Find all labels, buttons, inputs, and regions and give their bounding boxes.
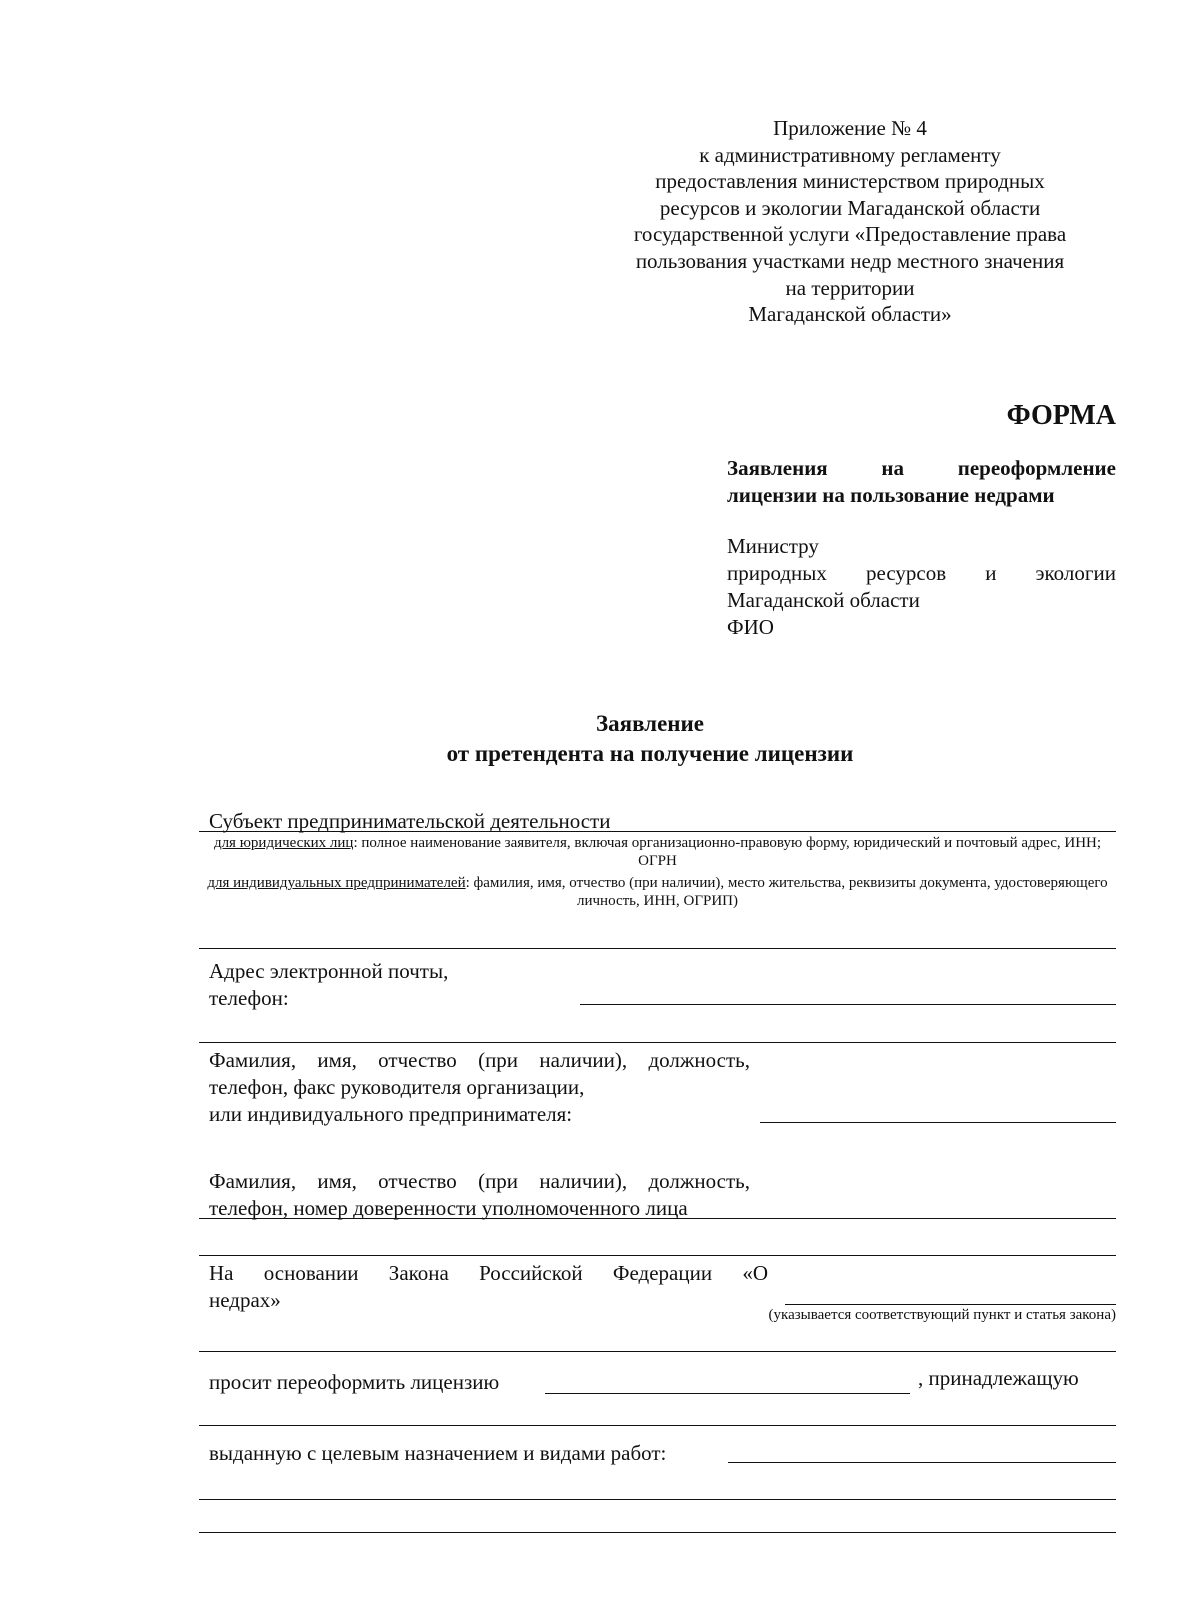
representative-input-line-2[interactable]: [199, 1255, 1116, 1256]
representative-label-word: должность,: [648, 1169, 750, 1193]
addressee-line: ФИО: [727, 615, 774, 639]
head-label-word: отчество: [378, 1048, 457, 1072]
subject-hint-individual: [199, 874, 1116, 910]
addressee-word: экологии: [1035, 561, 1116, 585]
subject-hint-legal: [199, 834, 1116, 870]
basis-label-word: Федерации: [612, 1261, 713, 1285]
appendix-header: [600, 115, 1100, 328]
addressee-word: природных: [727, 561, 827, 585]
license-number-input-line[interactable]: [545, 1393, 910, 1394]
addressee-block: [727, 533, 1116, 641]
representative-label-word: (при: [478, 1169, 519, 1193]
representative-label-word: отчество: [378, 1169, 457, 1193]
basis-label-word: «О: [742, 1261, 768, 1285]
head-input-line[interactable]: [760, 1122, 1116, 1123]
representative-input-line[interactable]: [199, 1218, 1116, 1219]
representative-label-line-2: телефон, номер доверенности уполномоченного лица: [209, 1196, 688, 1220]
head-label-word: наличии),: [539, 1048, 628, 1072]
reissue-suffix: , принадлежащую: [918, 1366, 1079, 1390]
head-label-word: Фамилия,: [209, 1048, 297, 1072]
head-label-line-2: телефон, факс руководителя организации,: [209, 1075, 585, 1099]
subject-hint-individual-label: для индивидуальных предпринимателей: [207, 875, 466, 891]
basis-input-line-2[interactable]: [199, 1351, 1116, 1352]
contacts-input-line[interactable]: [580, 1004, 1116, 1005]
addressee-line: Министру: [727, 534, 819, 558]
subject-input-line-2[interactable]: [199, 948, 1116, 949]
form-subtitle-word: переоформление: [957, 456, 1116, 480]
document-title-line: от претендента на получение лицензии: [446, 741, 854, 766]
appendix-line: ресурсов и экологии Магаданской области: [659, 195, 1041, 220]
basis-label-word: Закона: [388, 1261, 449, 1285]
form-subtitle-line-2: лицензии на пользование недрами: [727, 483, 1055, 507]
subject-input-line[interactable]: [199, 831, 1116, 832]
subject-hint-legal-text: : полное наименование заявителя, включая организационно-правовую форму, юридический и почтовый адрес, ИНН; ОГРН: [353, 835, 1102, 869]
addressee-line-justified: [727, 560, 1116, 587]
reissue-input-line-2[interactable]: [199, 1425, 1116, 1426]
appendix-line: Магаданской области»: [748, 302, 952, 327]
head-label-word: должность,: [648, 1048, 750, 1072]
form-title: ФОРМА: [1006, 400, 1116, 431]
head-label-word: имя,: [317, 1048, 357, 1072]
addressee-line: Магаданской области: [727, 588, 920, 612]
appendix-line: к административному регламенту: [699, 142, 1001, 167]
purpose-input-line-3[interactable]: [199, 1532, 1116, 1533]
basis-hint: (указывается соответствующий пункт и статья закона): [768, 1307, 1116, 1323]
appendix-line: на территории: [785, 275, 915, 300]
contacts-label-line-2: телефон:: [209, 986, 289, 1010]
basis-label-line-2: недрах»: [209, 1288, 281, 1312]
form-subtitle: [727, 455, 1116, 509]
addressee-word: ресурсов: [865, 561, 947, 585]
contacts-input-line-2[interactable]: [199, 1042, 1116, 1043]
reissue-label: просит переоформить лицензию: [209, 1370, 500, 1394]
representative-label-word: имя,: [317, 1169, 357, 1193]
purpose-label: выданную с целевым назначением и видами работ:: [209, 1441, 667, 1465]
appendix-line: предоставления министерством природных: [655, 169, 1045, 194]
head-label-line-3: или индивидуального предпринимателя:: [209, 1102, 573, 1126]
representative-label-word: Фамилия,: [209, 1169, 297, 1193]
basis-label-line-1: [209, 1260, 768, 1287]
purpose-input-line[interactable]: [728, 1462, 1116, 1463]
basis-label-word: На: [209, 1261, 234, 1285]
representative-label-word: наличии),: [539, 1169, 628, 1193]
subject-label: Субъект предпринимательской деятельности: [209, 809, 611, 833]
subject-hint-legal-label: для юридических лиц: [213, 835, 354, 851]
addressee-word: и: [985, 561, 997, 585]
head-label-word: (при: [478, 1048, 519, 1072]
form-subtitle-word: Заявления: [727, 456, 828, 480]
contacts-label-line-1: Адрес электронной почты,: [209, 959, 449, 983]
document-title-line: Заявление: [595, 711, 705, 736]
head-label-line-1: [209, 1047, 750, 1074]
form-subtitle-word: на: [881, 456, 905, 480]
basis-label-word: Российской: [479, 1261, 583, 1285]
subject-hint-individual-text: : фамилия, имя, отчество (при наличии), место жительства, реквизиты документа, удостоверяющего личность, ИНН, ОГРИП): [465, 875, 1108, 909]
appendix-line: государственной услуги «Предоставление права: [633, 222, 1067, 247]
basis-input-line[interactable]: [785, 1304, 1116, 1305]
representative-label-line-1: [209, 1168, 750, 1195]
basis-label-word: основании: [263, 1261, 359, 1285]
appendix-line: Приложение № 4: [773, 116, 927, 140]
appendix-line: пользования участками недр местного значения: [635, 248, 1065, 273]
purpose-input-line-2[interactable]: [199, 1499, 1116, 1500]
form-subtitle-line-1: [727, 455, 1116, 482]
document-title: [300, 709, 1000, 769]
